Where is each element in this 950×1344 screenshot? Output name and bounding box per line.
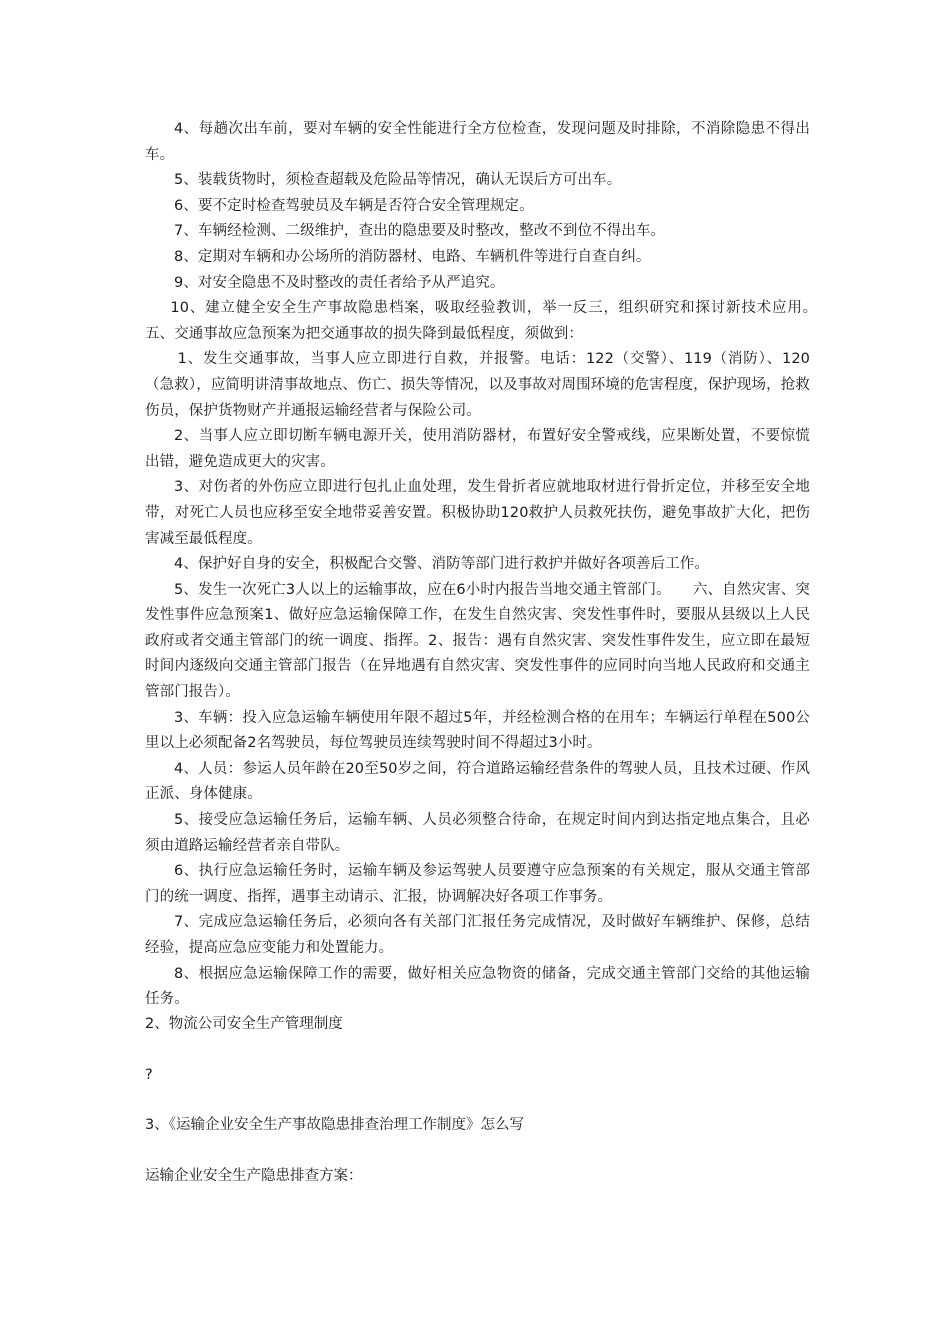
paragraph-emergency-vehicles: 3、车辆：投入应急运输车辆使用年限不超过5年，并经检测合格的在用车；车辆运行单程在500公里以上必须配备2名驾驶员，每位驾驶员连续驾驶时间不得超过3小时。 xyxy=(145,709,810,752)
paragraph-emergency-personnel: 4、人员：参运人员年龄在20至50岁之间，符合道路运输经营条件的驾驶人员，且技术过硬、作风正派、身体健康。 xyxy=(145,760,810,803)
plan-heading: 运输企业安全生产隐患排查方案： xyxy=(145,1168,363,1184)
question-mark-text: ? xyxy=(145,1067,153,1083)
paragraph-emergency-assembly: 5、接受应急运输任务后，运输车辆、人员必须整合待命，在规定时间内到达指定地点集合，且必须由道路运输经营者亲自带队。 xyxy=(145,812,810,854)
paragraph-item-8-fire-equipment: 8、定期对车辆和办公场所的消防器材、电路、车辆机件等进行自查自纠。 xyxy=(174,248,651,265)
paragraph-accident-step-4: 4、保护好自身的安全，积极配合交警、消防等部门进行救护并做好各项善后工作。 xyxy=(174,556,709,573)
paragraph-item-10-archive-and-section-5: 10、建立健全安全生产事故隐患档案，吸取经验教训，举一反三，组织研究和探讨新技术应用。 五、交通事故应急预案为把交通事故的损失降到最低程度，须做到： xyxy=(145,300,825,342)
paragraph-emergency-execution: 6、执行应急运输任务时，运输车辆及参运驾驶人员要遵守应急预案的有关规定，服从交通主管部门的统一调度、指挥，遇事主动请示、汇报，协调解决好各项工作事务。 xyxy=(145,863,810,905)
paragraph-item-5-loading-check: 5、装载货物时，须检查超载及危险品等情况，确认无误后方可出车。 xyxy=(174,172,622,189)
paragraph-emergency-report: 7、完成应急运输任务后，必须向各有关部门汇报任务完成情况，及时做好车辆维护、保修，总结经验，提高应急应变能力和处置能力。 xyxy=(145,914,810,956)
paragraph-accident-step-1: 1、发生交通事故，当事人应立即进行自救，并报警。电话：122（交警）、119（消防）、120（急救），应简明讲清事故地点、伤亡、损失等情况，以及事故对周围环境的危害程度，保护现场，抢救伤员，保护货物财产并通报运输经营者与保险公司。 xyxy=(145,351,810,419)
paragraph-accident-step-5-and-section-6: 5、发生一次死亡3人以上的运输事故，应在6小时内报告当地交通主管部门。 六、自然灾害、突发性事件应急预案1、做好应急运输保障工作，在发生自然灾害、突发性事件时，要服从县级以上人民政府或者交通主管部门的统一调度、指挥。2、报告：遇有自然灾害、突发性事件发生，应立即在最短时间内逐级向交通主管部门报告（在异地遇有自然灾害、突发性事件的应同时向当地人民政府和交通主管部门报告）。 xyxy=(145,581,810,701)
document-body xyxy=(145,117,825,1013)
section-3-heading: 3、《运输企业安全生产事故隐患排查治理工作制度》怎么写 xyxy=(145,1117,524,1133)
paragraph-accident-step-3: 3、对伤者的外伤应立即进行包扎止血处理，发生骨折者应就地取材进行骨折定位，并移至安全地带，对死亡人员也应移至安全地带妥善安置。积极协助120救护人员救死扶伤，避免事故扩大化，把伤害减至最低程度。 xyxy=(145,479,810,547)
paragraph-item-6-random-inspection: 6、要不定时检查驾驶员及车辆是否符合安全管理规定。 xyxy=(174,197,534,214)
paragraph-item-9-accountability: 9、对安全隐患不及时整改的责任者给予从严追究。 xyxy=(174,274,505,291)
section-2-heading: 2、物流公司安全生产管理制度 xyxy=(145,1016,343,1032)
paragraph-item-7-maintenance: 7、车辆经检测、二级维护，查出的隐患要及时整改，整改不到位不得出车。 xyxy=(174,223,666,240)
paragraph-accident-step-2: 2、当事人应立即切断车辆电源开关，使用消防器材，布置好安全警戒线，应果断处置，不要惊慌出错，避免造成更大的灾害。 xyxy=(145,428,810,470)
paragraph-emergency-supplies: 8、根据应急运输保障工作的需要，做好相关应急物资的储备，完成交通主管部门交给的其他运输任务。 xyxy=(145,965,810,1008)
paragraph-item-4-pre-trip-check: 4、每趟次出车前，要对车辆的安全性能进行全方位检查，发现问题及时排除，不消除隐患不得出车。 xyxy=(145,121,810,163)
